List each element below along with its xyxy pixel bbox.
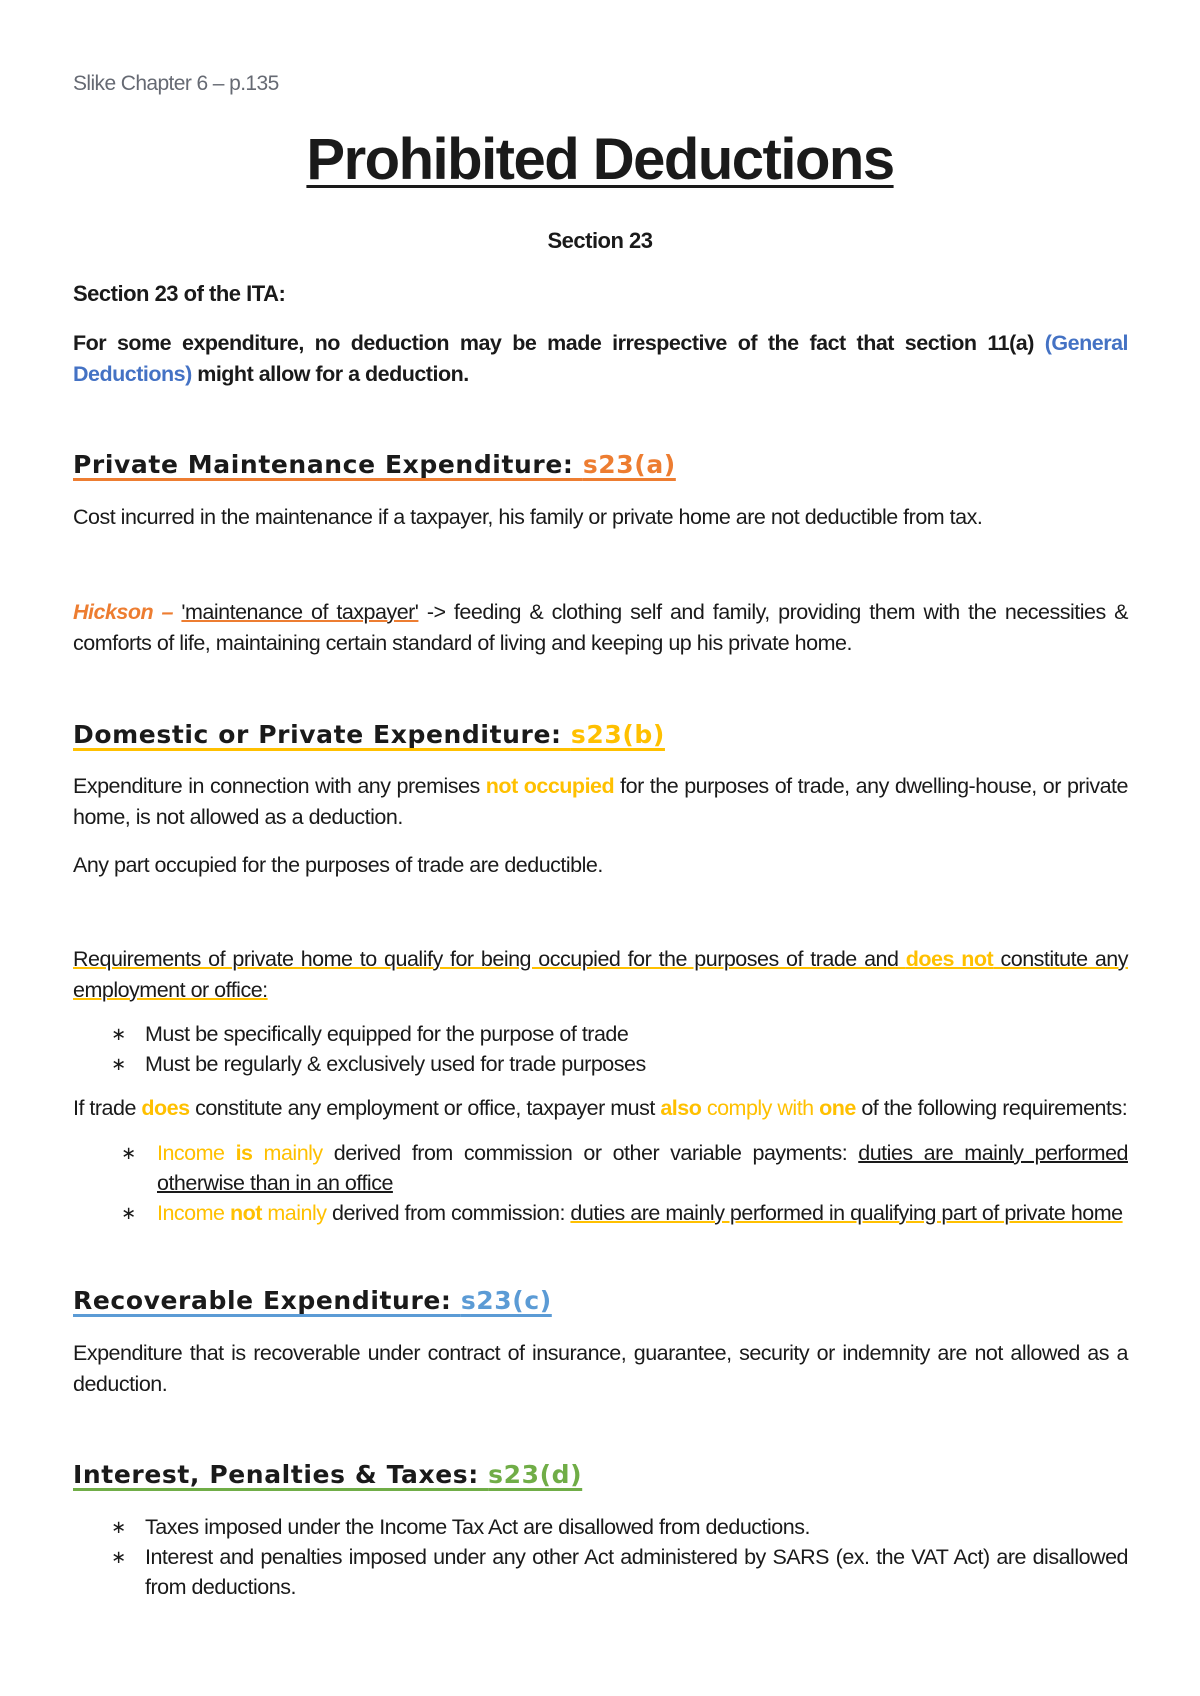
b2-income: Income (157, 1201, 230, 1225)
heading-text: Interest, Penalties & Taxes: (73, 1460, 489, 1489)
if-text-b: constitute any employment or office, taxpayer must (189, 1096, 661, 1120)
case-text: -> feeding & clothing self and family, providing them with the necessities & comforts of life, maintaining certain standard of living and keeping up his private home. (73, 600, 1128, 655)
intro-paragraph (73, 328, 1128, 390)
heading-text: Private Maintenance Expenditure: (73, 450, 583, 479)
bullet-glyph: ∗ (111, 1024, 126, 1044)
heading-text: Domestic or Private Expenditure: (73, 720, 571, 749)
if-text-a: If trade (73, 1096, 142, 1120)
heading-domestic-expenditure (73, 720, 665, 749)
list-item (73, 1542, 1128, 1602)
domestic-text-b: for the purposes of trade, any dwelling-house, or private home, is not allowed as a deduction. (73, 774, 1128, 829)
intro-text-2: might allow for a deduction. (191, 362, 469, 386)
bullet-glyph: ∗ (121, 1203, 136, 1223)
list-item (73, 1019, 1128, 1049)
domestic-highlight: not occupied (485, 774, 615, 798)
req-text-b: constitute any employment or office: (73, 947, 1128, 1002)
b1-text: derived from commission or other variable payments: (322, 1141, 859, 1165)
page-header: Slike Chapter 6 – p.135 (73, 72, 279, 95)
b2-text: derived from commission: (326, 1201, 571, 1225)
heading-private-maintenance (73, 450, 676, 479)
section-ref: s23(d) (488, 1460, 583, 1489)
b1-income: Income (157, 1141, 236, 1165)
list-item-text: Must be regularly & exclusively used for trade purposes (145, 1052, 646, 1076)
intro-highlight: (General Deductions) (73, 331, 1128, 386)
bullet-glyph: ∗ (121, 1143, 136, 1163)
b2-mainly: mainly (261, 1201, 327, 1225)
domestic-text-1 (73, 771, 1128, 833)
if-text-c: of the following requirements: (855, 1096, 1128, 1120)
bullet-glyph: ∗ (111, 1517, 126, 1537)
section-ref: s23(a) (582, 450, 676, 479)
list-item (81, 1198, 1128, 1228)
bullet-glyph: ∗ (111, 1054, 126, 1074)
option-list (81, 1138, 1128, 1228)
if-also: also (660, 1096, 702, 1120)
requirements-list (73, 1019, 1128, 1079)
subheading: Section 23 of the ITA: (73, 281, 286, 306)
domestic-text-2: Any part occupied for the purposes of trade are deductible. (73, 853, 603, 877)
list-item (81, 1138, 1128, 1198)
section-ref: s23(b) (570, 720, 665, 749)
list-item-text: Interest and penalties imposed under any other Act administered by SARS (ex. the VAT Act) are disallowed from deductions. (145, 1545, 1128, 1599)
list-item (73, 1049, 1128, 1079)
if-trade-paragraph (73, 1093, 1128, 1124)
list-item (73, 1512, 1128, 1542)
intro-text-1: For some expenditure, no deduction may be made irrespective of the fact that section 11(a) (73, 331, 1045, 355)
heading-interest-penalties (73, 1460, 582, 1489)
section-label: Section 23 (547, 228, 653, 253)
b2-not: not (229, 1201, 262, 1225)
page-title: Prohibited Deductions (306, 127, 894, 192)
bullet-glyph: ∗ (111, 1547, 126, 1567)
heading-text: Recoverable Expenditure: (73, 1286, 461, 1315)
section-ref: s23(c) (460, 1286, 552, 1315)
if-one: one (819, 1096, 856, 1120)
private-maintenance-text: Cost incurred in the maintenance if a taxpayer, his family or private home are not deductible from tax. (73, 505, 983, 529)
if-comply: comply with (701, 1096, 820, 1120)
b1-duty: duties are mainly performed otherwise than in an office (157, 1141, 1128, 1195)
req-text-a: Requirements of private home to qualify for being occupied for the purposes of trade and (73, 947, 906, 971)
if-does: does (141, 1096, 190, 1120)
hickson-paragraph (73, 597, 1128, 659)
case-name: Hickson – (73, 600, 173, 624)
b1-is: is (235, 1141, 253, 1165)
b1-mainly: mainly (252, 1141, 323, 1165)
domestic-text-a: Expenditure in connection with any premises (73, 774, 486, 798)
interest-list (73, 1512, 1128, 1602)
requirements-intro (73, 944, 1128, 1006)
list-item-text: Taxes imposed under the Income Tax Act are disallowed from deductions. (145, 1515, 810, 1539)
req-highlight: does not (905, 947, 994, 971)
b2-duty: duties are mainly performed in qualifying part of private home (570, 1201, 1123, 1225)
list-item-text: Must be specifically equipped for the purpose of trade (145, 1022, 629, 1046)
case-quote: 'maintenance of taxpayer' (181, 600, 419, 624)
recoverable-text: Expenditure that is recoverable under contract of insurance, guarantee, security or indemnity are not allowed as a deduction. (73, 1341, 1128, 1396)
heading-recoverable-expenditure (73, 1286, 552, 1315)
